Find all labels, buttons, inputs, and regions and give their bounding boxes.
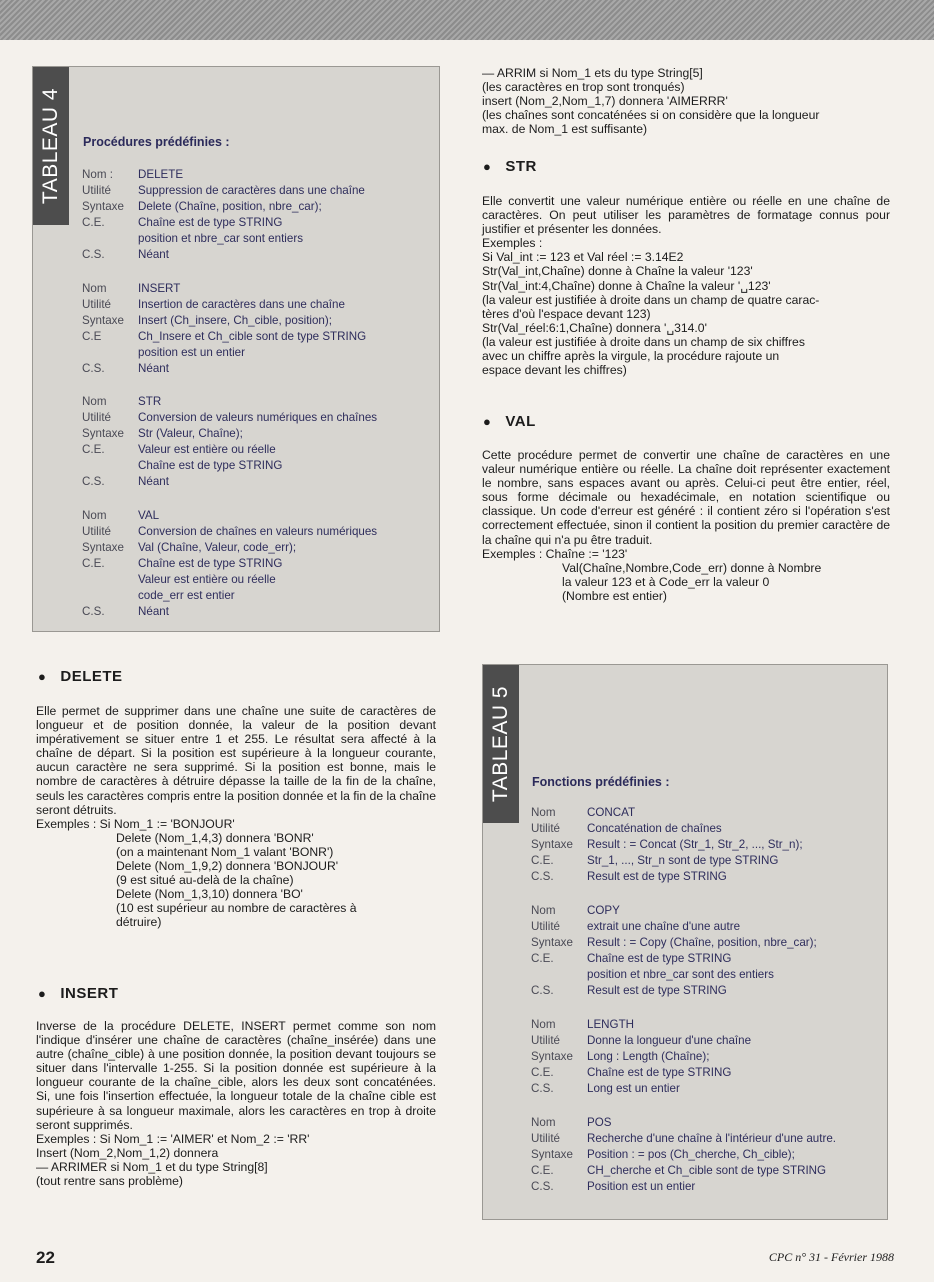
table-row <box>531 1033 751 1049</box>
row-value: position et nbre_car sont des entiers <box>587 968 774 981</box>
text-line: (la valeur est justifiée à droite dans un champ de six chiffres <box>482 334 805 349</box>
row-value: Chaîne est de type STRING <box>587 952 732 965</box>
row-label: C.S. <box>82 248 105 261</box>
table-row <box>82 231 365 247</box>
row-label <box>82 588 138 604</box>
row-value: Conversion de valeurs numériques en chaînes <box>138 411 378 424</box>
row-value: code_err est entier <box>138 589 235 602</box>
procedure-block <box>82 394 377 490</box>
table-row <box>531 903 817 919</box>
row-label: Utilité <box>531 1132 560 1145</box>
procedure-block <box>82 281 366 377</box>
table-row <box>531 1049 751 1065</box>
table-row <box>82 199 365 215</box>
text-line: — ARRIMER si Nom_1 et du type String[8] <box>36 1159 268 1174</box>
row-label: Syntaxe <box>82 541 124 554</box>
bullet-icon: ● <box>483 414 492 429</box>
function-rows <box>531 1017 751 1097</box>
row-value: VAL <box>138 509 160 522</box>
row-value: Val (Chaîne, Valeur, code_err); <box>138 541 297 554</box>
row-value: Recherche d'une chaîne à l'intérieur d'une autre. <box>587 1132 836 1145</box>
row-value: Néant <box>138 248 169 261</box>
str-text: Elle convertit une valeur numérique entière ou réelle en une chaîne de caractères. On peut utiliser les paramètres de formatage connus pour justifier et présenter les données. <box>482 194 890 237</box>
table-row <box>531 821 803 837</box>
row-label: C.S. <box>531 984 554 997</box>
text-line: (Nombre est entier) <box>562 588 667 603</box>
row-value: Result : = Concat (Str_1, Str_2, ..., Str_n); <box>587 838 803 851</box>
row-label: Syntaxe <box>82 427 124 440</box>
text-line: Val(Chaîne,Nombre,Code_err) donne à Nombre <box>562 560 822 575</box>
bullet-icon: ● <box>38 669 47 684</box>
text-line: insert (Nom_2,Nom_1,7) donnera 'AIMERRR' <box>482 94 728 109</box>
insert-continuation <box>482 66 890 136</box>
row-label: C.S. <box>82 605 105 618</box>
insert-paragraph <box>36 1019 436 1188</box>
text-line: (on a maintenant Nom_1 valant 'BONR') <box>116 844 334 859</box>
table-row <box>82 588 377 604</box>
row-value: Chaîne est de type STRING <box>587 1066 732 1079</box>
function-block <box>531 903 817 999</box>
row-label: Nom <box>82 282 107 295</box>
str-paragraph <box>482 194 890 377</box>
row-label: C.E <box>82 330 102 343</box>
insert-title <box>38 985 118 1002</box>
procedure-rows <box>82 281 366 377</box>
row-value: Insertion de caractères dans une chaîne <box>138 298 345 311</box>
row-value: extrait une chaîne d'une autre <box>587 920 741 933</box>
bullet-icon: ● <box>38 986 47 1001</box>
table-row <box>531 805 803 821</box>
delete-text: Elle permet de supprimer dans une chaîne une suite de caractères de longueur et de position donnée, la valeur de la position devant impérativement se situer entre 1 et 255. Le résultat sera affecté à la chaîne de départ. Si la position est supérieure à la longueur courante, aucun caractère ne sera supprimé. Si la position est bonne, mais le nombre de caractères à détruire dépasse la taille de la fin de la chaîne, seuls les caractères compris entre la position donnée et la fin de la chaîne seront détruits. <box>36 704 436 817</box>
text-line: Exemples : Chaîne := '123' <box>482 546 628 561</box>
table-row <box>531 1017 751 1033</box>
row-value: Suppression de caractères dans une chaîne <box>138 184 365 197</box>
str-title-text: STR <box>505 158 537 175</box>
table-row <box>82 442 377 458</box>
function-rows <box>531 903 817 999</box>
row-label: Nom <box>82 509 107 522</box>
text-line: Exemples : <box>482 236 543 251</box>
text-line: (les chaînes sont concaténées si on considère que la longueur <box>482 108 820 123</box>
text-line: Str(Val_int,Chaîne) donne à Chaîne la valeur '123' <box>482 264 753 279</box>
row-label: Utilité <box>82 298 111 311</box>
table-row <box>82 556 377 572</box>
text-line: (tout rentre sans problème) <box>36 1174 183 1189</box>
text-line: espace devant les chiffres) <box>482 363 627 378</box>
tableau-5-box <box>482 664 888 1220</box>
table-row <box>531 1147 836 1163</box>
function-rows <box>531 805 803 885</box>
procedure-rows <box>82 508 377 620</box>
row-value: Chaîne est de type STRING <box>138 557 283 570</box>
page-number: 22 <box>36 1248 55 1267</box>
str-title <box>483 158 537 175</box>
row-label: C.E. <box>82 557 105 570</box>
row-label: C.E. <box>82 216 105 229</box>
val-text: Cette procédure permet de convertir une chaîne de caractères en une valeur numérique entière ou réelle. La chaîne doit représenter exactement le nombre, sans espaces avant ou après. Celui-ci peut être entier, réel, sous forme décimale ou hexadécimale, en notation scientifique ou classique. Un code d'erreur est généré : il contient zéro si l'opération s'est correctement effectuée, sinon il contient la position du premier caractère de la chaîne qui n'a pu être traduit. <box>482 448 890 547</box>
row-value: position et nbre_car sont entiers <box>138 232 303 245</box>
row-value: Position est un entier <box>587 1180 696 1193</box>
row-label: Syntaxe <box>531 936 573 949</box>
table-row <box>82 410 377 426</box>
table-row <box>531 1163 836 1179</box>
row-value: CH_cherche et Ch_cible sont de type STRING <box>587 1164 827 1177</box>
row-label <box>82 345 138 361</box>
row-label: Nom <box>531 1018 556 1031</box>
tableau-4-heading: Procédures prédéfinies : <box>83 135 230 149</box>
row-value: Néant <box>138 362 169 375</box>
procedure-block <box>82 508 377 620</box>
row-label: Nom <box>531 1116 556 1129</box>
row-label: Syntaxe <box>531 1050 573 1063</box>
row-label: C.S. <box>82 475 105 488</box>
delete-title <box>38 668 123 685</box>
row-label: Syntaxe <box>531 1148 573 1161</box>
row-value: Donne la longueur d'une chaîne <box>587 1034 752 1047</box>
table-row <box>82 474 377 490</box>
row-label: C.E. <box>531 854 554 867</box>
row-label: Nom <box>531 806 556 819</box>
tableau-5-tag-label: TABLEAU 5 <box>489 685 512 803</box>
procedure-block <box>82 167 365 263</box>
table-row <box>82 247 365 263</box>
table-row <box>531 951 817 967</box>
row-value: Concaténation de chaînes <box>587 822 722 835</box>
table-row <box>82 572 377 588</box>
table-row <box>82 215 365 231</box>
insert-title-text: INSERT <box>60 985 119 1002</box>
table-row <box>531 1115 836 1131</box>
delete-title-text: DELETE <box>60 668 123 685</box>
tableau-4-tag <box>33 67 69 225</box>
row-value: Chaîne est de type STRING <box>138 459 283 472</box>
procedure-rows <box>82 394 377 490</box>
row-value: Long : Length (Chaîne); <box>587 1050 710 1063</box>
procedure-rows <box>82 167 365 263</box>
text-line: — ARRIM si Nom_1 ets du type String[5] <box>482 66 703 80</box>
row-label <box>531 967 587 983</box>
row-label: C.E. <box>531 952 554 965</box>
row-label: Utilité <box>531 1034 560 1047</box>
row-value: POS <box>587 1116 612 1129</box>
text-line: (9 est situé au-delà de la chaîne) <box>116 873 294 888</box>
row-label: Utilité <box>531 920 560 933</box>
table-row <box>531 967 817 983</box>
table-row <box>82 394 377 410</box>
row-value: Conversion de chaînes en valeurs numériques <box>138 525 378 538</box>
tableau-4-tag-label: TABLEAU 4 <box>39 87 62 205</box>
row-label <box>82 458 138 474</box>
issue-reference: CPC n° 31 - Février 1988 <box>768 1250 894 1264</box>
tableau-5-heading: Fonctions prédéfinies : <box>532 775 670 789</box>
row-label: Syntaxe <box>82 200 124 213</box>
val-paragraph <box>482 448 890 603</box>
row-value: DELETE <box>138 168 184 181</box>
row-value: Result est de type STRING <box>587 870 727 883</box>
function-rows <box>531 1115 836 1195</box>
text-line: Delete (Nom_1,9,2) donnera 'BONJOUR' <box>116 859 339 874</box>
row-label: C.E. <box>82 443 105 456</box>
row-label: C.S. <box>531 1180 554 1193</box>
row-value: COPY <box>587 904 620 917</box>
text-line: Si Val_int := 123 et Val réel := 3.14E2 <box>482 250 684 265</box>
table-row <box>82 604 377 620</box>
row-value: Result : = Copy (Chaîne, position, nbre_car); <box>587 936 817 949</box>
insert-text: Inverse de la procédure DELETE, INSERT permet comme son nom l'indique d'insérer une chaîne de caractères (chaîne_insérée) dans une autre (chaîne_cible) à une position donnée, la position devant toujours se situer dans l'intervalle 1-255. Si la position donnée est supérieure à la longueur courante de la chaîne_cible, alors les deux sont concaténées. Si, une fois l'insertion effectuée, la longueur totale de la chaîne cible est supérieure à sa longueur maximale, alors les caractères en trop à droite seront supprimés. <box>36 1019 436 1132</box>
row-label <box>82 572 138 588</box>
text-line: Delete (Nom_1,4,3) donnera 'BONR' <box>116 830 314 845</box>
table-row <box>82 167 365 183</box>
table-row <box>82 345 366 361</box>
row-value: Valeur est entière ou réelle <box>138 573 276 586</box>
table-row <box>531 869 803 885</box>
table-row <box>531 1065 751 1081</box>
tableau-4-box <box>32 66 440 632</box>
function-block <box>531 805 803 885</box>
text-line: (la valeur est justifiée à droite dans un champ de quatre carac- <box>482 292 820 307</box>
row-label: Syntaxe <box>531 838 573 851</box>
row-value: Result est de type STRING <box>587 984 727 997</box>
function-block <box>531 1115 836 1195</box>
table-row <box>82 458 377 474</box>
text-line: Insert (Nom_2,Nom_1,2) donnera <box>36 1145 219 1160</box>
row-label: C.E. <box>531 1164 554 1177</box>
row-value: Valeur est entière ou réelle <box>138 443 276 456</box>
text-line: Exemples : Si Nom_1 := 'BONJOUR' <box>36 816 235 831</box>
text-line: (les caractères en trop sont tronqués) <box>482 80 685 95</box>
table-row <box>531 1081 751 1097</box>
row-value: Ch_Insere et Ch_cible sont de type STRING <box>138 330 367 343</box>
row-label: Nom <box>82 395 107 408</box>
table-row <box>531 935 817 951</box>
val-title-text: VAL <box>505 413 536 430</box>
row-label: C.S. <box>82 362 105 375</box>
row-label: Utilité <box>82 411 111 424</box>
table-row <box>531 1131 836 1147</box>
row-label <box>82 231 138 247</box>
row-value: position est un entier <box>138 346 245 359</box>
row-label: Utilité <box>82 525 111 538</box>
table-row <box>531 837 803 853</box>
text-line: Exemples : Si Nom_1 := 'AIMER' et Nom_2 := 'RR' <box>36 1131 310 1146</box>
text-line: détruire) <box>116 915 162 930</box>
row-label: Utilité <box>82 184 111 197</box>
row-label: Syntaxe <box>82 314 124 327</box>
bullet-icon: ● <box>483 159 492 174</box>
table-row <box>531 853 803 869</box>
str-examples <box>482 236 890 377</box>
row-value: Néant <box>138 605 169 618</box>
row-value: Chaîne est de type STRING <box>138 216 283 229</box>
text-line: tères d'où l'espace devant 123) <box>482 306 651 321</box>
row-label: Nom : <box>82 168 113 181</box>
row-value: LENGTH <box>587 1018 635 1031</box>
table-row <box>82 524 377 540</box>
row-label: C.E. <box>531 1066 554 1079</box>
delete-paragraph <box>36 704 436 930</box>
table-row <box>531 919 817 935</box>
text-line: avec un chiffre après la virgule, la procédure rajoute un <box>482 349 780 364</box>
text-line: (10 est supérieur au nombre de caractères à <box>116 901 357 916</box>
table-row <box>82 540 377 556</box>
val-examples <box>482 547 890 603</box>
row-value: Str (Valeur, Chaîne); <box>138 427 243 440</box>
table-row <box>82 508 377 524</box>
table-row <box>82 297 366 313</box>
row-label: Nom <box>531 904 556 917</box>
text-line: Str(Val_int:4,Chaîne) donne à Chaîne la valeur '␣123' <box>482 278 771 293</box>
text-line: Delete (Nom_1,3,10) donnera 'BO' <box>116 887 303 902</box>
text-line: la valeur 123 et à Code_err la valeur 0 <box>562 574 770 589</box>
top-band <box>0 0 934 40</box>
row-label: Utilité <box>531 822 560 835</box>
row-value: Delete (Chaîne, position, nbre_car); <box>138 200 322 213</box>
row-label: C.S. <box>531 870 554 883</box>
table-row <box>82 361 366 377</box>
text-line: max. de Nom_1 est suffisante) <box>482 122 648 137</box>
table-row <box>82 329 366 345</box>
table-row <box>82 281 366 297</box>
table-row <box>82 426 377 442</box>
row-value: Insert (Ch_insere, Ch_cible, position); <box>138 314 332 327</box>
tableau-5-tag <box>483 665 519 823</box>
table-row <box>82 183 365 199</box>
insert-examples <box>36 1132 436 1188</box>
row-value: Position : = pos (Ch_cherche, Ch_cible); <box>587 1148 795 1161</box>
row-label: C.S. <box>531 1082 554 1095</box>
val-title <box>483 413 536 430</box>
function-block <box>531 1017 751 1097</box>
continuation-lines <box>482 66 890 136</box>
text-line: Str(Val_réel:6:1,Chaîne) donnera '␣314.0' <box>482 320 707 335</box>
row-value: Long est un entier <box>587 1082 680 1095</box>
row-value: CONCAT <box>587 806 636 819</box>
table-row <box>531 1179 836 1195</box>
row-value: Néant <box>138 475 169 488</box>
delete-examples <box>36 817 436 930</box>
table-row <box>82 313 366 329</box>
row-value: Str_1, ..., Str_n sont de type STRING <box>587 854 779 867</box>
row-value: INSERT <box>138 282 181 295</box>
row-value: STR <box>138 395 162 408</box>
table-row <box>531 983 817 999</box>
